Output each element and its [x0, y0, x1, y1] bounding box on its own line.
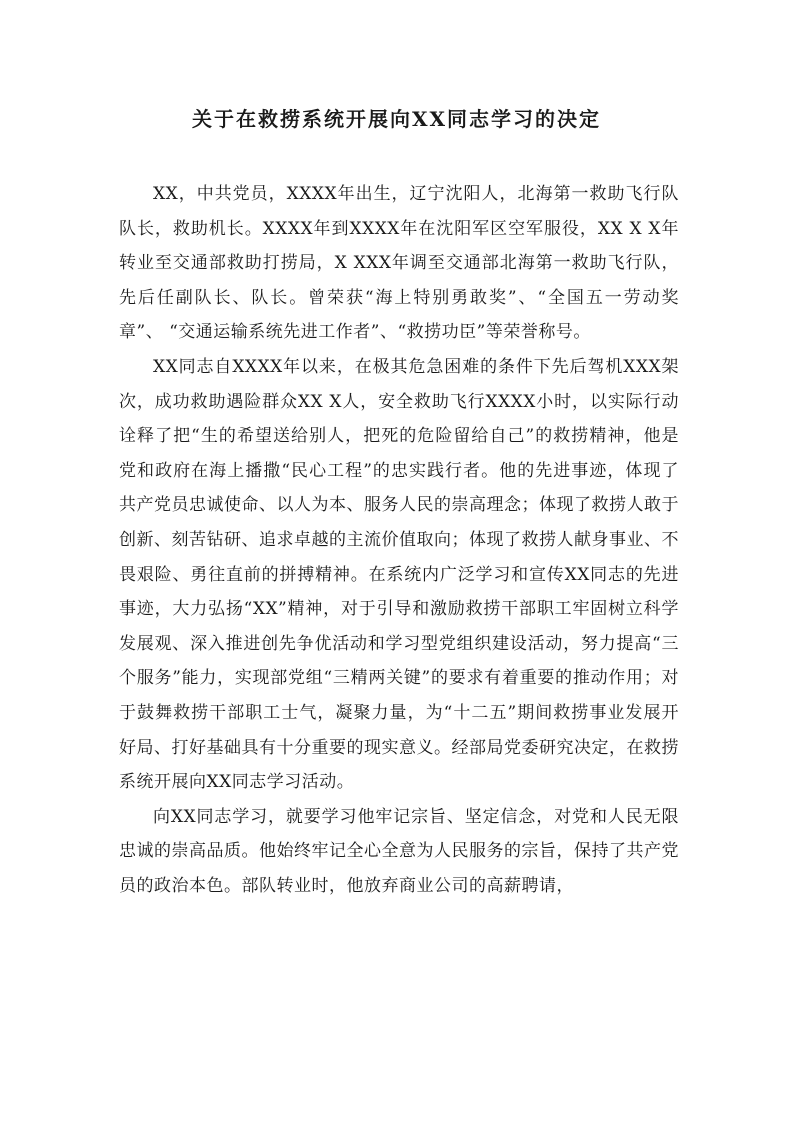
document-title: 关于在救捞系统开展向XX同志学习的决定: [191, 107, 602, 131]
document-body: [119, 177, 679, 903]
paragraph-learning: 向XX同志学习，就要学习他牢记宗旨、坚定信念，对党和人民无限忠诚的崇高品质。他始终牢记全心全意为人民服务的宗旨，保持了共产党员的政治本色。部队转业时，他放弃商业公司的高薪聘请，: [119, 806, 679, 896]
paragraph-biography: XX，中共党员，XXXX年出生，辽宁沈阳人，北海第一救助飞行队队长，救助机长。XXXX年到XXXX年在沈阳军区空军服役，XX X X年转业至交通部救助打捞局，X XXX年调至交通部北海第一救助飞行队，先后任副队长、队长。曾荣获“海上特别勇敢奖”、“全国五一劳动奖章”、 “交通运输系统先进工作者”、“救捞功臣”等荣誉称号。: [119, 184, 679, 343]
paragraph-achievements: XX同志自XXXX年以来，在极其危急困难的条件下先后驾机XXX架次，成功救助遇险群众XX X人，安全救助飞行XXXX小时，以实际行动诠释了把“生的希望送给别人，把死的危险留给自己”的救捞精神，他是党和政府在海上播撒“民心工程”的忠实践行者。他的先进事迹，体现了共产党员忠诚使命、以人为本、服务人民的崇高理念；体现了救捞人敢于创新、刻苦钻研、追求卓越的主流价值取向；体现了救捞人献身事业、不畏艰险、勇往直前的拼搏精神。在系统内广泛学习和宣传XX同志的先进事迹，大力弘扬“XX”精神，对于引导和激励救捞干部职工牢固树立科学发展观、深入推进创先争优活动和学习型党组织建设活动，努力提高“三个服务”能力，实现部党组“三精两关键”的要求有着重要的推动作用；对于鼓舞救捞干部职工士气，凝聚力量，为“十二五”期间救捞事业发展开好局、打好基础具有十分重要的现实意义。经部局党委研究决定，在救捞系统开展向XX同志学习活动。: [119, 356, 679, 793]
